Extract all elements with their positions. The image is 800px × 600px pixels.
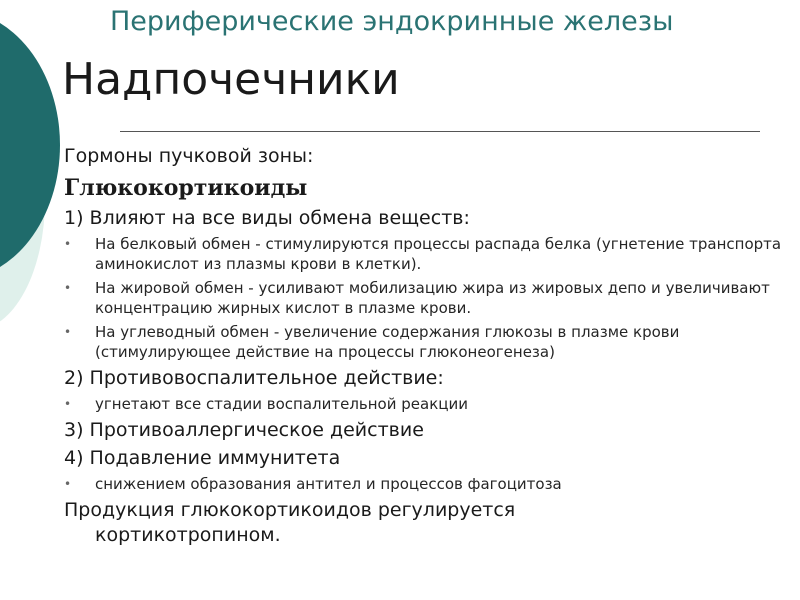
- bullet-dot-icon: •: [64, 325, 72, 339]
- bullet-text: На углеводный обмен - увеличение содержания глюкозы в плазме крови (стимулирующее действие на процессы глюконеогенеза): [95, 323, 680, 361]
- bullet-item: [64, 322, 784, 362]
- conclusion-line-1: Продукция глюкокортикоидов регулируется: [64, 499, 516, 521]
- bullet-dot-icon: •: [64, 477, 72, 491]
- bullet-text: На белковый обмен - стимулируются процессы распада белка (угнетение транспорта аминокислот из плазмы крови в клетки).: [95, 235, 782, 273]
- title-divider: [120, 131, 760, 132]
- point-2: 2) Противовоспалительное действие:: [64, 367, 444, 389]
- point-4: 4) Подавление иммунитета: [64, 447, 341, 469]
- slide-title: Надпочечники: [62, 54, 400, 105]
- bullet-dot-icon: •: [64, 237, 72, 251]
- point-3: 3) Противоаллергическое действие: [64, 419, 424, 441]
- bullet-dot-icon: •: [64, 281, 72, 295]
- bullet-item: [64, 234, 784, 274]
- bullet-text: На жировой обмен - усиливают мобилизацию жира из жировых депо и увеличивают концентрацию жирных кислот в плазме крови.: [95, 279, 770, 317]
- bullet-text: угнетают все стадии воспалительной реакции: [95, 395, 468, 413]
- conclusion-line-2: кортикотропином.: [95, 524, 281, 546]
- bullet-item: [64, 394, 784, 414]
- slide-content: [64, 140, 784, 548]
- subtitle: Гормоны пучковой зоны:: [64, 145, 314, 167]
- bullet-item: [64, 278, 784, 318]
- point-1: 1) Влияют на все виды обмена веществ:: [64, 207, 470, 229]
- conclusion: [64, 498, 784, 548]
- bullet-text: снижением образования антител и процессов фагоцитоза: [95, 475, 562, 493]
- section-heading: Глюкокортикоиды: [64, 175, 308, 201]
- slide-supertitle: Периферические эндокринные железы: [110, 6, 674, 37]
- bullet-dot-icon: •: [64, 397, 72, 411]
- bullet-item: [64, 474, 784, 494]
